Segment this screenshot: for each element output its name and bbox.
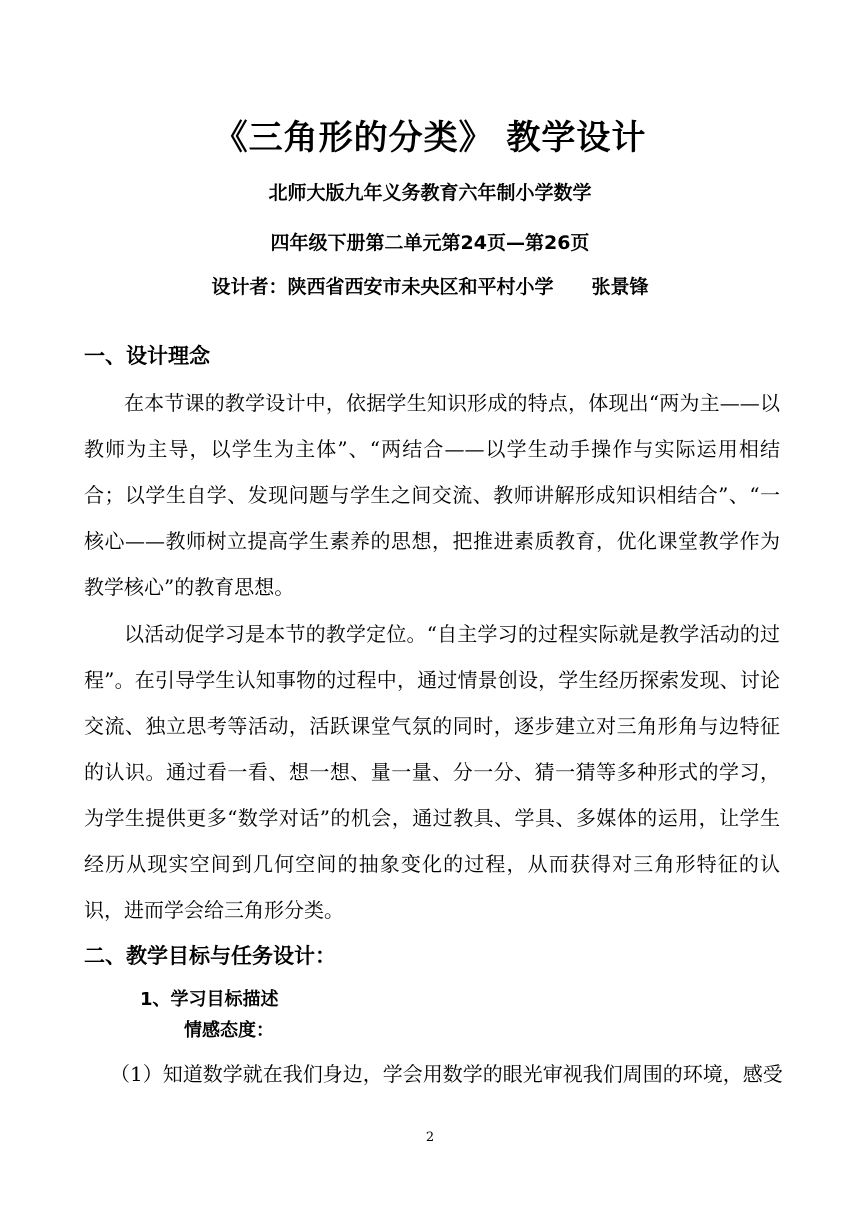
textbook-edition: 北师大版九年义务教育六年制小学数学 (268, 182, 592, 204)
author-line: 设计者：陕西省西安市未央区和平村小学 张景锋 (211, 276, 649, 298)
document-title: 《三角形的分类》 教学设计 (213, 118, 647, 158)
paragraph-design-concept: 在本节课的教学设计中，依据学生知识形成的特点，体现出“两为主——以教师为主导，以学生为主体”、“两结合——以学生动手操作与实际运用相结合；以学生自学、发现问题与学生之间交流、教师讲解形成知识相结合”、“一核心——教师树立提高学生素养的思想，把推进素质教育，优化课堂教学作为教学核心”的教育思想。 (84, 391, 780, 599)
paragraph-activity-learning: 以活动促学习是本节的教学定位。“自主学习的过程实际就是教学活动的过程”。在引导学生认知事物的过程中，通过情景创设，学生经历探索发现、讨论交流、独立思考等活动，活跃课堂气氛的同时，逐步建立对三角形角与边特征的认识。通过看一看、想一想、量一量、分一分、猜一猜等多种形式的学习，为学生提供更多“数学对话”的机会，通过教具、学具、多媒体的运用，让学生经历从现实空间到几何空间的抽象变化的过程，从而获得对三角形特征的认识，进而学会给三角形分类。 (84, 622, 780, 922)
section-heading-objectives: 二、教学目标与任务设计： (84, 944, 336, 968)
page-number: 2 (425, 1130, 435, 1145)
subheading-learning-objectives: 1、学习目标描述 (140, 989, 279, 1010)
textbook-pages: 四年级下册第二单元第24页—第26页 (270, 232, 590, 254)
objective-item-1: （1）知道数学就在我们身边，学会用数学的眼光审视我们周围的环境，感受 (110, 1062, 783, 1086)
section-heading-design-concept: 一、设计理念 (84, 344, 210, 368)
subheading-emotional-attitude: 情感态度： (184, 1020, 274, 1041)
